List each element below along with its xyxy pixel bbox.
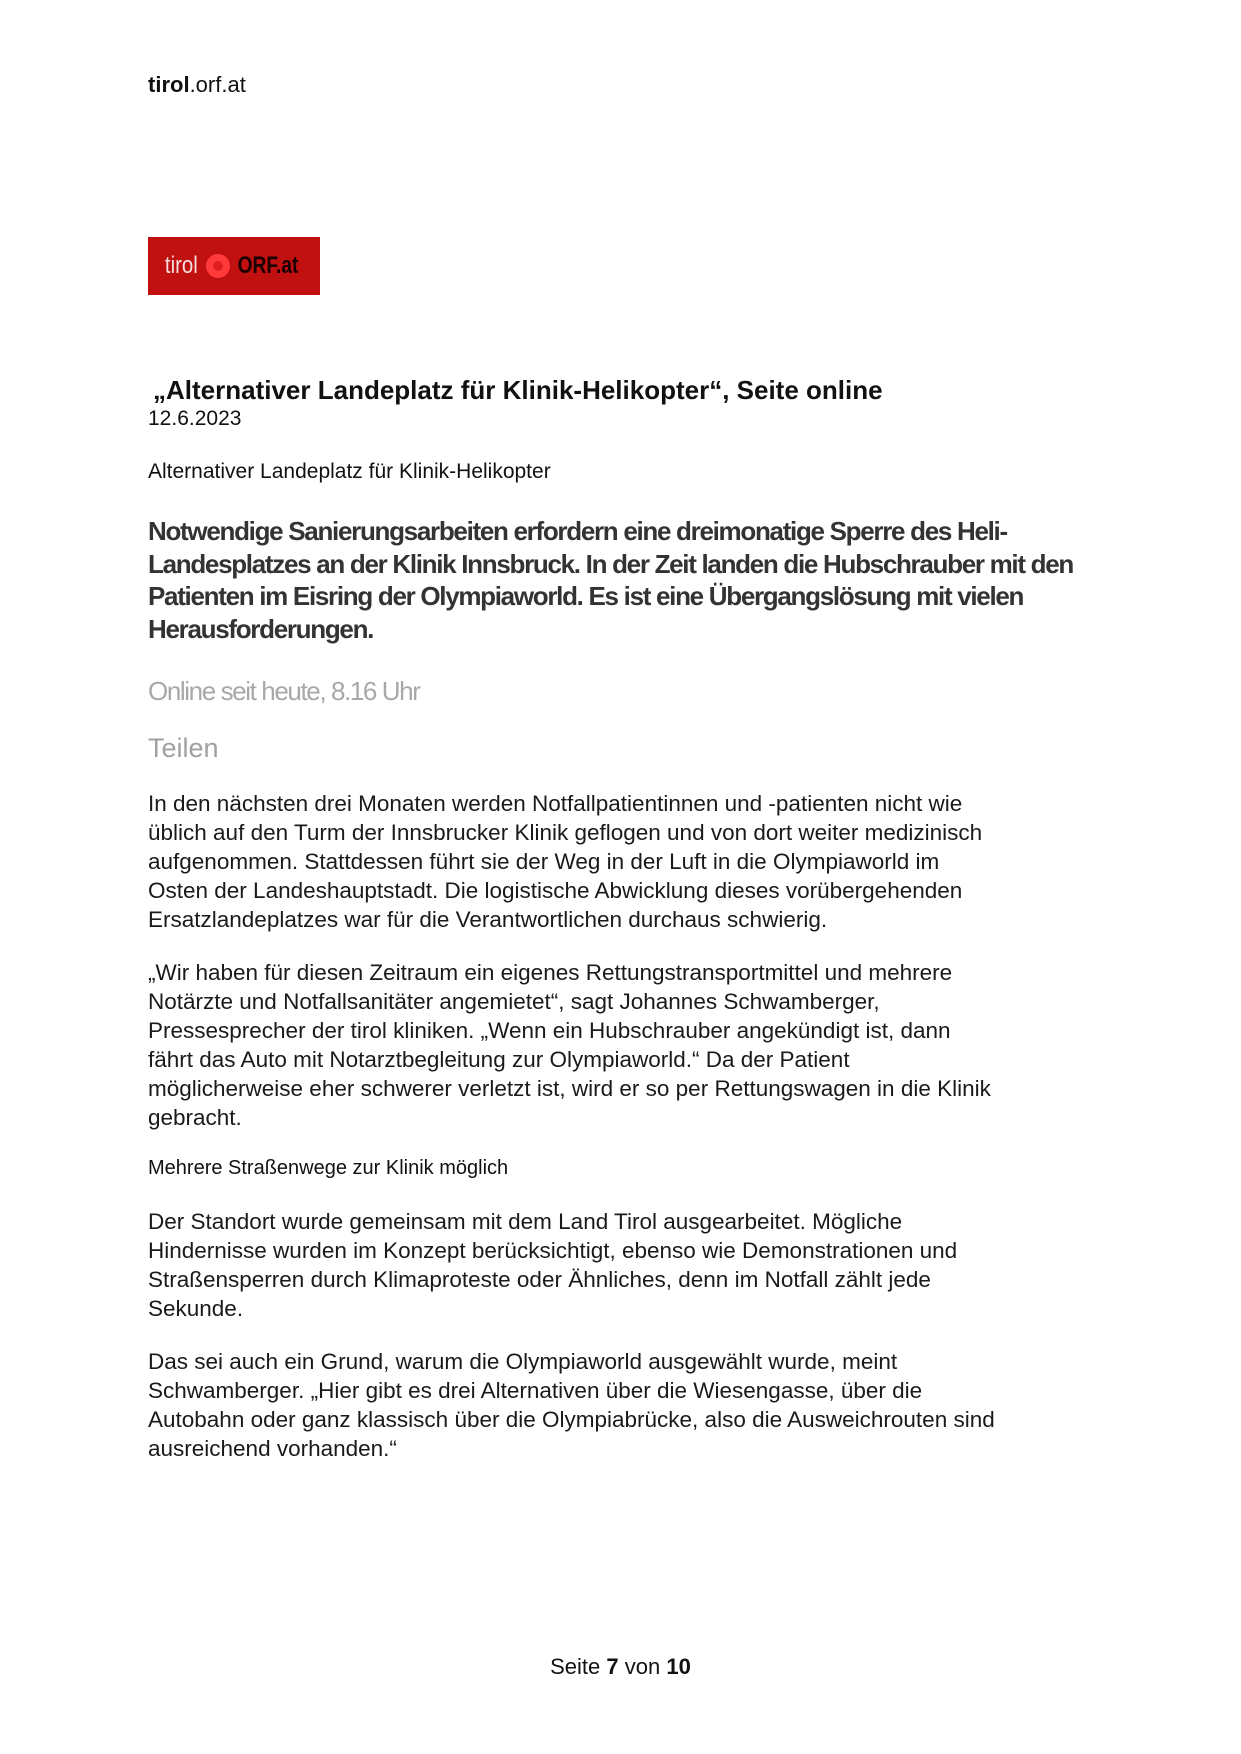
orf-logo xyxy=(148,237,320,295)
lead-line: Herausforderungen. xyxy=(148,613,374,644)
text-line: ausreichend vorhanden.“ xyxy=(148,1435,397,1461)
lead-line: Notwendige Sanierungsarbeiten erfordern eine dreimonatige Sperre des Heli- xyxy=(148,516,1007,546)
text-line: Sekunde. xyxy=(148,1295,244,1321)
logo-text-left: tirol xyxy=(164,252,198,279)
text-line: Schwamberger. „Hier gibt es drei Alternativen über die Wiesengasse, über die xyxy=(148,1377,923,1403)
page-title: „Alternativer Landeplatz für Klinik-Helikopter“, Seite online xyxy=(153,375,883,405)
text-line: fährt das Auto mit Notarztbegleitung zur Olympiaworld.“ Da der Patient xyxy=(148,1046,850,1072)
text-line: Notärzte und Notfallsanitäter angemietet“, sagt Johannes Schwamberger, xyxy=(148,988,880,1014)
text-line: Ersatzlandeplatzes war für die Verantwortlichen durchaus schwierig. xyxy=(148,906,828,932)
site-name-bold: tirol xyxy=(148,72,190,97)
paragraph-3 xyxy=(148,1208,957,1324)
text-line: „Wir haben für diesen Zeitraum ein eigenes Rettungstransportmittel und mehrere xyxy=(148,960,953,985)
orf-eye-icon xyxy=(206,254,230,278)
current-page: 7 xyxy=(606,1654,619,1679)
page-number xyxy=(0,1654,1241,1680)
paragraph-2 xyxy=(148,959,991,1132)
text-line: Hindernisse wurden im Konzept berücksichtigt, ebenso wie Demonstrationen und xyxy=(148,1237,958,1263)
text-line: üblich auf den Turm der Innsbrucker Klinik geflogen und von dort weiter medizinisch xyxy=(148,819,983,845)
section-subheading: Mehrere Straßenwege zur Klinik möglich xyxy=(148,1157,509,1179)
online-timestamp: Online seit heute, 8.16 Uhr xyxy=(148,676,420,706)
logo-text-right: ORF.at xyxy=(237,252,299,279)
text-line: Osten der Landeshauptstadt. Die logistische Abwicklung dieses vorübergehenden xyxy=(148,877,963,903)
site-name-rest: .orf.at xyxy=(189,72,246,97)
paragraph-4 xyxy=(148,1348,995,1464)
site-name xyxy=(148,72,246,98)
text-line: gebracht. xyxy=(148,1104,242,1130)
lead-paragraph xyxy=(148,515,1073,645)
text-line: In den nächsten drei Monaten werden Notfallpatientinnen und -patienten nicht wie xyxy=(148,791,963,816)
article-subtitle: Alternativer Landeplatz für Klinik-Helikopter xyxy=(148,460,551,483)
lead-line: Landesplatzes an der Klinik Innsbruck. In der Zeit landen die Hubschrauber mit den xyxy=(148,548,1073,579)
page-of: von xyxy=(624,1654,661,1679)
text-line: Autobahn oder ganz klassisch über die Olympiabrücke, also die Ausweichrouten sind xyxy=(148,1406,995,1432)
page-prefix: Seite xyxy=(550,1654,601,1679)
text-line: aufgenommen. Stattdessen führt sie der Weg in der Luft in die Olympiaworld im xyxy=(148,848,940,874)
date: 12.6.2023 xyxy=(148,407,242,430)
text-line: Pressesprecher der tirol kliniken. „Wenn ein Hubschrauber angekündigt ist, dann xyxy=(148,1017,951,1043)
text-line: Der Standort wurde gemeinsam mit dem Land Tirol ausgearbeitet. Mögliche xyxy=(148,1209,903,1234)
share-link[interactable]: Teilen xyxy=(148,733,219,763)
lead-line: Patienten im Eisring der Olympiaworld. Es ist eine Übergangslösung mit vielen xyxy=(148,581,1024,611)
text-line: Das sei auch ein Grund, warum die Olympiaworld ausgewählt wurde, meint xyxy=(148,1349,898,1374)
paragraph-1 xyxy=(148,790,982,935)
text-line: möglicherweise eher schwerer verletzt ist, wird er so per Rettungswagen in die Klinik xyxy=(148,1075,991,1101)
text-line: Straßensperren durch Klimaproteste oder Ähnliches, denn im Notfall zählt jede xyxy=(148,1266,931,1292)
total-pages: 10 xyxy=(666,1654,691,1679)
